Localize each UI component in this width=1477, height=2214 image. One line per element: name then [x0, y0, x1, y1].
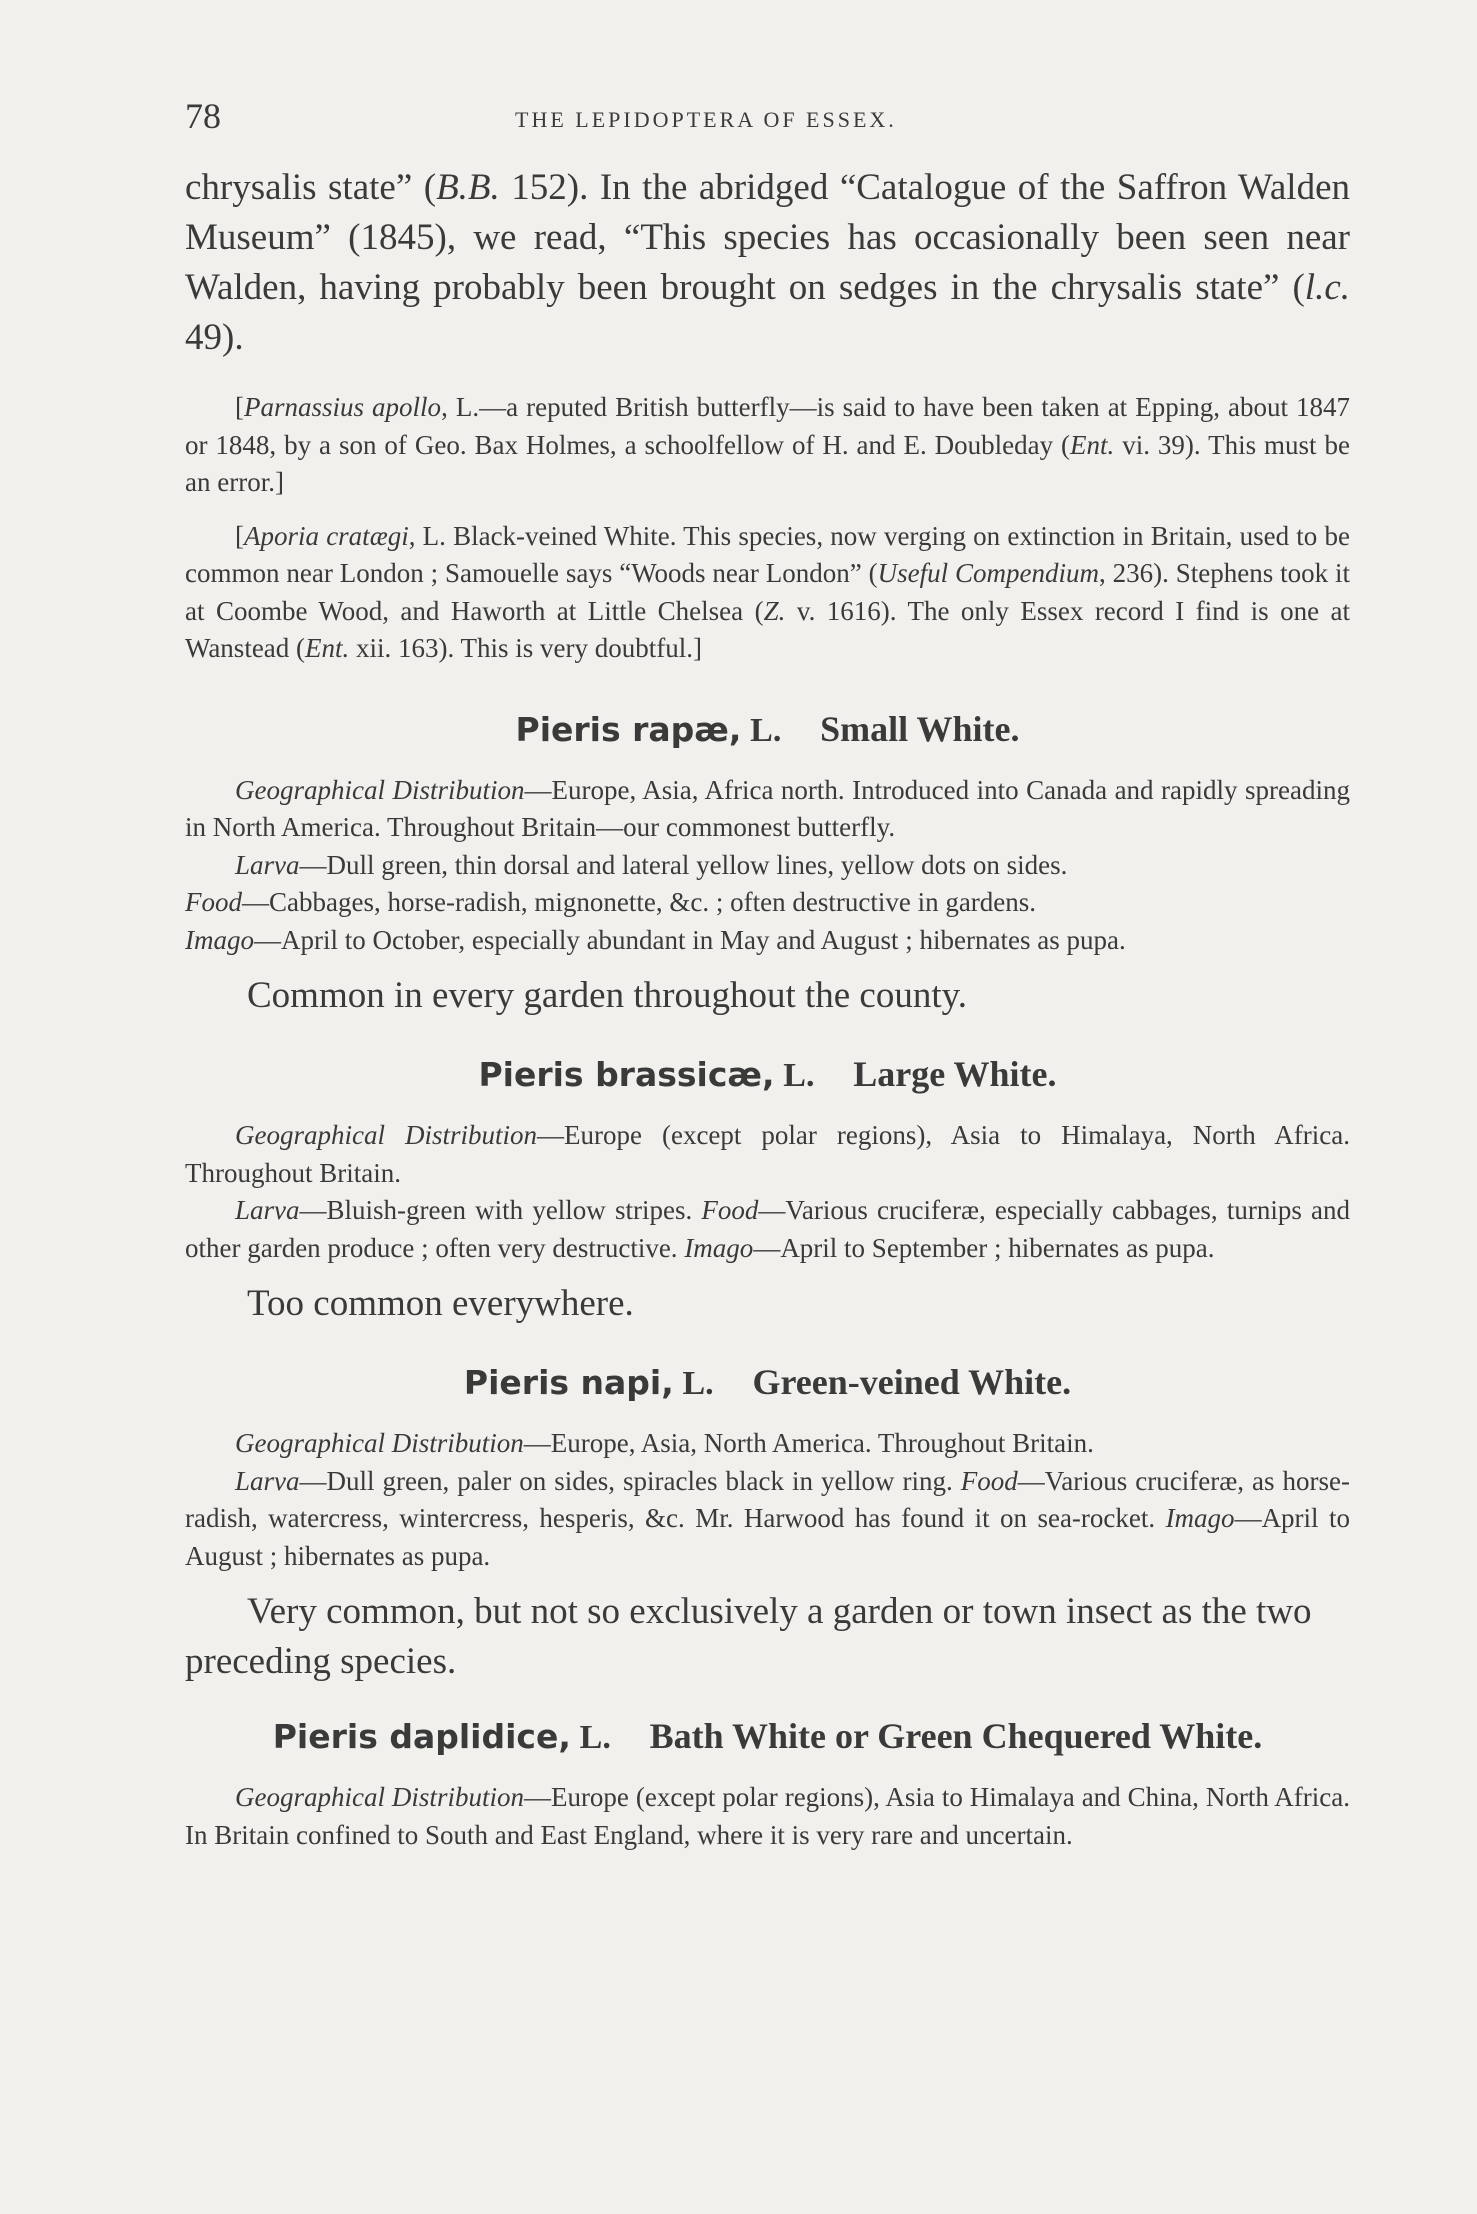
essex-verdict: Very common, but not so exclusively a garden or town insect as the two preceding species. — [185, 1591, 1312, 1682]
common-name: Large White. — [853, 1054, 1057, 1094]
geo-distribution: Geographical Distribution—Europe (except polar regions), Asia to Himalaya, North Africa. Throughout Britain. — [185, 1120, 1350, 1188]
scientific-name: Pieris brassicæ, — [478, 1055, 775, 1094]
common-name: Bath White or Green Chequered White. — [649, 1716, 1263, 1756]
scientific-name: Pieris daplidice, — [272, 1717, 571, 1756]
common-name: Small White. — [820, 708, 1020, 749]
author-abbrev: L. — [682, 1365, 714, 1402]
larva-paragraph: Larva—Dull green, thin dorsal and lateral yellow lines, yellow dots on sides. — [235, 849, 1068, 880]
author-abbrev: L. — [579, 1719, 611, 1756]
imago-line: Imago—April to October, especially abundant in May and August ; hibernates as pupa. — [185, 924, 1126, 955]
species-heading-daplidice — [185, 1715, 1350, 1757]
species-heading-brassicae — [185, 1053, 1350, 1095]
geo-distribution: Geographical Distribution—Europe, Asia, North America. Throughout Britain. — [235, 1428, 1094, 1458]
author-abbrev: L. — [783, 1057, 815, 1094]
page-number: 78 — [185, 96, 221, 136]
essex-verdict: Too common everywhere. — [247, 1283, 634, 1324]
species-heading-napi — [185, 1361, 1350, 1403]
scientific-name: Pieris rapæ, — [515, 709, 742, 749]
book-page — [185, 95, 1350, 1854]
intro-paragraph: chrysalis state” (B.B. 152). In the abridged “Catalogue of the Saffron Walden Museum” (1845), we read, “This species has occasionally been seen near Walden, having probably been brought on sedges in the chrysalis state” (l.c. 49). — [185, 167, 1350, 358]
running-head — [185, 95, 1350, 155]
scientific-name: Pieris napi, — [463, 1363, 674, 1402]
life-history-paragraph: Larva—Dull green, paler on sides, spiracles black in yellow ring. Food—Various cruciferæ, as horse-radish, watercress, wintercress, hesperis, &c. Mr. Harwood has found it on sea-rocket. Imago—April to August ; hibernates as pupa. — [185, 1465, 1350, 1571]
geo-distribution: Geographical Distribution—Europe, Asia, Africa north. Introduced into Canada and rapidly spreading in North America. Throughout Britain—our commonest butterfly. — [185, 774, 1350, 842]
essex-verdict: Common in every garden throughout the county. — [247, 975, 967, 1016]
running-title: THE LEPIDOPTERA OF ESSEX. — [515, 107, 897, 132]
aporia-note: [Aporia cratægi, L. Black-veined White. This species, now verging on extinction in Britain, used to be common near London ; Samouelle says “Woods near London” (Useful Compendium, 236). Stephens took it at Coombe Wood, and Haworth at Little Chelsea (Z. v. 1616). The only Essex record I find is one at Wanstead (Ent. xii. 163). This is very doubtful.] — [185, 520, 1351, 663]
species-heading-rapae — [185, 708, 1350, 750]
food-line: Food—Cabbages, horse-radish, mignonette, &c. ; often destructive in gardens. — [185, 887, 1037, 917]
geo-distribution: Geographical Distribution—Europe (except polar regions), Asia to Himalaya and China, North Africa. In Britain confined to South and East England, where it is very rare and uncertain. — [185, 1782, 1350, 1850]
author-abbrev: L. — [750, 711, 782, 749]
common-name: Green-veined White. — [752, 1362, 1072, 1402]
life-history-paragraph: Larva—Bluish-green with yellow stripes. Food—Various cruciferæ, especially cabbages, turnips and other garden produce ; often very destructive. Imago—April to September ; hibernates as pupa. — [185, 1195, 1350, 1263]
parnassius-note: [Parnassius apollo, L.—a reputed British butterfly—is said to have been taken at Epping, about 1847 or 1848, by a son of Geo. Bax Holmes, a schoolfellow of H. and E. Doubleday (Ent. vi. 39). This must be an error.] — [185, 392, 1350, 497]
